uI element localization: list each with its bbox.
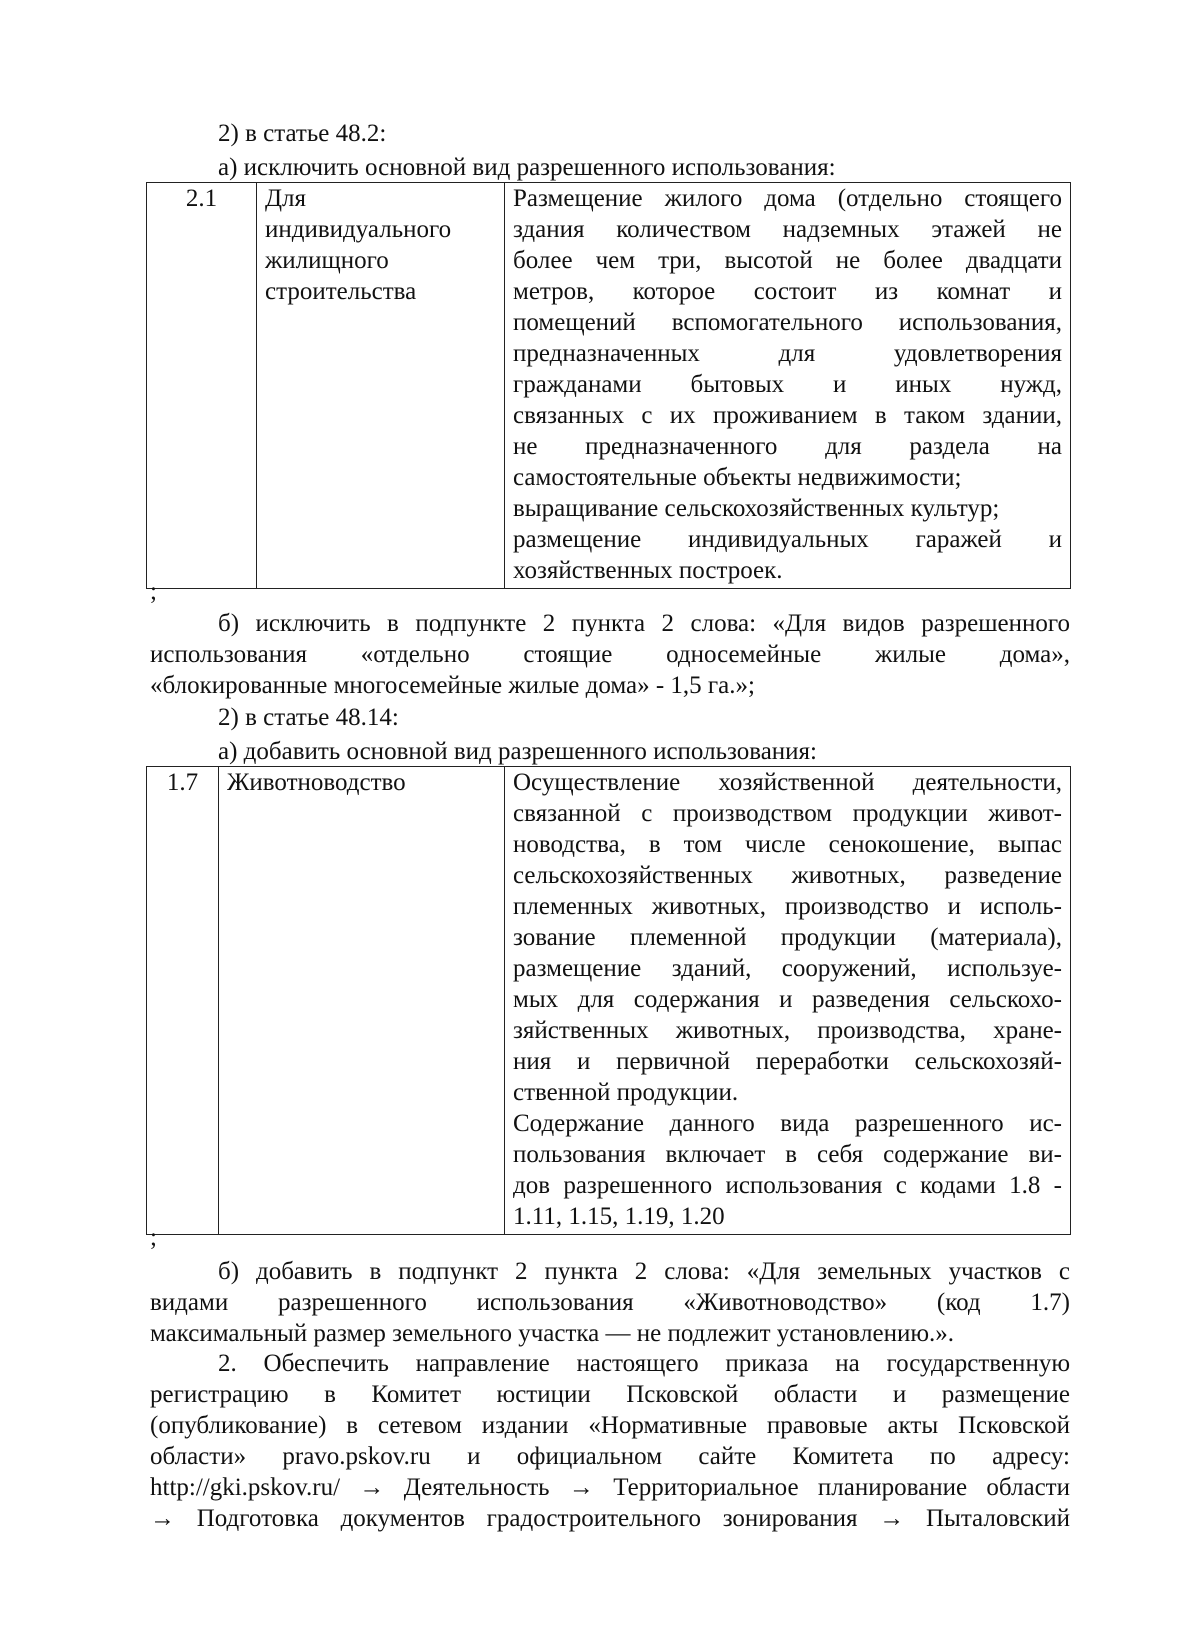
paragraph-line: б) исключить в подпункте 2 пункта 2 слова: «Для видов разрешенного <box>218 610 1070 637</box>
paragraph-line: б) добавить в подпункт 2 пункта 2 слова: «Для земельных участков с <box>218 1258 1070 1285</box>
use-description-line: пользования включает в себя содержание ви- <box>513 1141 1062 1168</box>
use-description-line: мых для содержания и разведения сельскохо- <box>513 986 1062 1013</box>
use-description-line: зяйственных животных, производства, хране- <box>513 1017 1062 1044</box>
use-description-line: предназначенных для удовлетворения <box>513 340 1062 367</box>
use-description-line: здания количеством надземных этажей не <box>513 216 1062 243</box>
use-description-line: размещение индивидуальных гаражей и <box>513 526 1062 553</box>
use-name-line: жилищного <box>265 247 389 274</box>
paragraph-line: «блокированные многосемейные жилые дома» - 1,5 га.»; <box>150 672 755 699</box>
use-description-cell <box>505 183 1071 589</box>
use-code-cell <box>147 183 257 589</box>
use-description-line: сельскохозяйственных животных, разведение <box>513 862 1062 889</box>
paragraph-line: → Подготовка документов градостроительного зонирования → Пыталовский <box>150 1505 1070 1532</box>
table-row <box>147 767 1071 1235</box>
paragraph-line: 2. Обеспечить направление настоящего приказа на государственную <box>218 1350 1070 1377</box>
use-description-line: 1.11, 1.15, 1.19, 1.20 <box>513 1203 725 1230</box>
subsection-heading-exclude-main-use: а) исключить основной вид разрешенного использования: <box>218 154 836 181</box>
use-description-line: помещений вспомогательного использования, <box>513 309 1062 336</box>
subsection-heading-add-main-use: а) добавить основной вид разрешенного использования: <box>218 738 817 765</box>
use-description-line: ственной продукции. <box>513 1079 739 1106</box>
paragraph-line: регистрацию в Комитет юстиции Псковской области и размещение <box>150 1381 1070 1408</box>
paragraph-line: области» pravo.pskov.ru и официальном сайте Комитета по адресу: <box>150 1443 1070 1470</box>
use-description-line: не предназначенного для раздела на <box>513 433 1062 460</box>
paragraph-line: http://gki.pskov.ru/ → Деятельность → Территориальное планирование области <box>150 1474 1070 1501</box>
use-description-line: более чем три, высотой не более двадцати <box>513 247 1062 274</box>
use-code: 2.1 <box>185 185 218 212</box>
use-name: Животноводство <box>227 769 406 796</box>
paragraph-b-exclude <box>150 608 1070 701</box>
semicolon: ; <box>150 1224 157 1251</box>
paragraph-line: использования «отдельно стоящие односемейные жилые дома», <box>150 641 1070 668</box>
use-name-line: индивидуального <box>265 216 452 243</box>
use-name-cell <box>257 183 505 589</box>
use-description-line: метров, которое состоит из комнат и <box>513 278 1062 305</box>
use-description-line: выращивание сельскохозяйственных культур; <box>513 495 1000 522</box>
paragraph-line: видами разрешенного использования «Животноводство» (код 1.7) <box>150 1289 1070 1316</box>
use-description-line: гражданами бытовых и иных нужд, <box>513 371 1062 398</box>
use-description-line: Осуществление хозяйственной деятельности, <box>513 769 1062 796</box>
use-description-line: связанной с производством продукции живот- <box>513 800 1062 827</box>
use-description-line: зование племенной продукции (материала), <box>513 924 1062 951</box>
semicolon: ; <box>150 578 157 605</box>
use-description-line: дов разрешенного использования с кодами 1.8 - <box>513 1172 1062 1199</box>
section-heading-article-48-2: 2) в статье 48.2: <box>218 120 387 147</box>
use-name-line: Для <box>265 185 307 212</box>
use-code: 1.7 <box>166 769 199 796</box>
use-description-line: размещение зданий, сооружений, используе- <box>513 955 1062 982</box>
use-description-line: ния и первичной переработки сельскохозяй- <box>513 1048 1062 1075</box>
permitted-use-table-add <box>146 766 1071 1235</box>
paragraph-line: максимальный размер земельного участка — не подлежит установлению.». <box>150 1320 955 1347</box>
use-description-line: племенных животных, производство и исполь- <box>513 893 1062 920</box>
use-description-line: хозяйственных построек. <box>513 557 783 584</box>
use-description-line: связанных с их проживанием в таком здании, <box>513 402 1062 429</box>
use-name-cell <box>219 767 505 1235</box>
table-row <box>147 183 1071 589</box>
paragraph-publication <box>150 1348 1070 1534</box>
use-description-line: самостоятельные объекты недвижимости; <box>513 464 962 491</box>
paragraph-b-add <box>150 1256 1070 1349</box>
use-description-line: Размещение жилого дома (отдельно стоящего <box>513 185 1062 212</box>
paragraph-line: (опубликование) в сетевом издании «Нормативные правовые акты Псковской <box>150 1412 1070 1439</box>
permitted-use-table-exclude <box>146 182 1071 589</box>
use-name-line: строительства <box>265 278 417 305</box>
use-description-line: Содержание данного вида разрешенного ис- <box>513 1110 1062 1137</box>
use-code-cell <box>147 767 219 1235</box>
section-heading-article-48-14: 2) в статье 48.14: <box>218 704 399 731</box>
use-description-cell <box>505 767 1071 1235</box>
use-description-line: новодства, в том числе сенокошение, выпас <box>513 831 1062 858</box>
